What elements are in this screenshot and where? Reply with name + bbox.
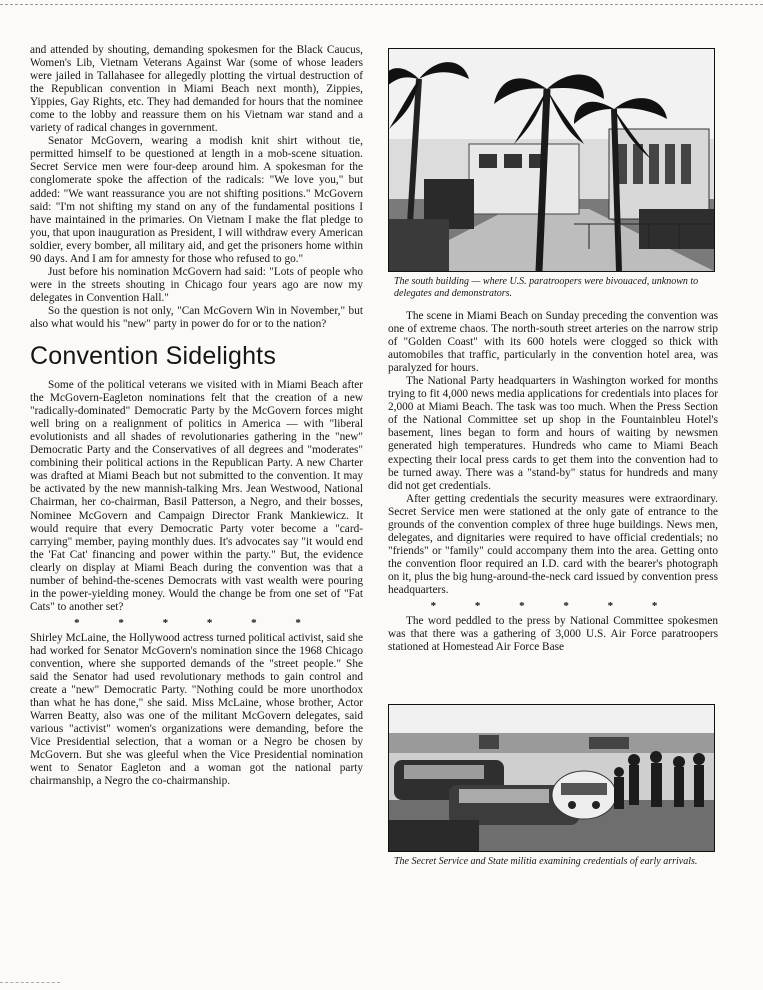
credentials-checkpoint-photo bbox=[388, 704, 715, 852]
paragraph: Some of the political veterans we visited with in Miami Beach after the McGovern-Eagleton nominations felt that the creation of a new "radically-dominated" Democratic Party by the McGovern forces might well bring on a realignment of politics in America — with "liberal evolutionists and all shades of revolutionaries gathering in the "new" Democratic Party and the Conservatives of all degrees and "moderates" combining their political actions in the Republican Party. A new Charter was drafted at Miami Beach but not submitted to the convention. It may be activated by the new mannish-talking Mrs. Jean Westwood, National Chairman, her co-chairman, Basil Patterson, a Negro, and their bosses, Nominee McGovern and Campaign Director Frank Mankiewicz. It would require that every Democratic Party voter become a "card-carrying" member, paying monthly dues. It's advocates say "it would end the 'Fat Cat' financing and power within the party." But, the evidence clearly on display at Miami Beach during the convention was that a number of behind-the-scenes Democrats with vast wealth were pouring in the power-yielding money. Would the change be from one set of "Fat Cats" to another set? bbox=[30, 379, 363, 613]
paragraph: The National Party headquarters in Washington worked for months trying to fit 4,000 news media applications for credentials into places for 2,000 at Miami Beach. The task was too much. When the Press Section of the National Committee set up shop in the Fountainbleu Hotel's basement, lines began to form and hours of waiting by newsmen generated high temperatures. Hundreds who came to Miami Beach expecting their local press cards to get them into the convention had to be turned away. There was a "stand-by" status for hundreds and many did not get credentials. bbox=[388, 375, 718, 492]
paragraph: Shirley McLaine, the Hollywood actress turned political activist, said she had worked for Senator McGovern's nomination since the 1968 Chicago convention, where she supported demands of the "street people." She said the Senator had used revolutionary methods to gain control and create a "new" Democratic Party. "Nothing could be more unorthodox than what he has done," she said. Miss McLaine, whose brother, Actor Warren Beatty, also was one of the militant McGovern delegates, said various "activist" women's organizations were demanding, before the Vice Presidential selection, that a woman or a Negro be chosen by McGovern. But she was gleeful when the Vice Presidential nomination went to Senator Eagleton and a woman got the national party chairmanship, a Negro the co-chairmanship. bbox=[30, 631, 363, 788]
paragraph: After getting credentials the security measures were extraordinary. Secret Service men were stationed at the only gate of entrance to the grounds of the convention complex of three huge buildings. News men, delegates, and dignitaries were required to have official credentials; no "friends" or "family" could accompany them into the area. Getting onto the convention floor required an I.D. card with the bearer's photograph on it, plus the big hung-around-the-neck card issued by convention press headquarters. bbox=[388, 492, 718, 596]
bottom-dashed-rule bbox=[0, 982, 60, 983]
paragraph: Senator McGovern, wearing a modish knit shirt without tie, permitted himself to be questioned at length in a mob-scene situation. Secret Service men were four-deep around him. A spokesman for the conglomerate spoke the affection of the radicals: "We love you," but added: "We want reassurance you are not shifting positions." McGovern said: "I'm not shifting my stand on any of the fundamental positions I have maintained in the primaries. On Vietnam I make the flat pledge to you, that upon inauguration as President, I will withdraw every American soldier, every bomber, all military aid, and get the prisoners home within 90 days. And I am for amnesty for those who refused to go." bbox=[30, 135, 363, 265]
south-building-photo bbox=[388, 48, 715, 272]
photo-caption: The south building — where U.S. paratroopers were bivouaced, unknown to delegates and demonstrators. bbox=[394, 276, 699, 299]
left-column bbox=[30, 44, 363, 788]
right-column bbox=[388, 48, 718, 878]
photo-caption: The Secret Service and State militia examining credentials of early arrivals. bbox=[394, 856, 698, 868]
paragraph: The scene in Miami Beach on Sunday preceding the convention was one of extreme chaos. The north-south street arteries on the narrow strip of "Golden Coast" with its 600 hotels were clogged so thick with automobiles that traffic, particularly in the convention hotel area, was paralyzed for hours. bbox=[388, 310, 718, 375]
paragraph: and attended by shouting, demanding spokesmen for the Black Caucus, Women's Lib, Vietnam Veterans Against War (some of whose leaders were jailed in Tallahasee for allegedly plotting the virtual destruction of the Republican convention in Miami Beach next month), Zippies, Yippies, Gay Rights, etc. They had demanded for hours that the nominee come to the lobby and reassure them on his Vietnam war stand and a variety of radical changes in government. bbox=[30, 44, 363, 135]
paragraph: So the question is not only, "Can McGovern Win in November," but also what would his "new" party in power do for or to the nation? bbox=[30, 304, 363, 330]
section-headline: Convention Sidelights bbox=[30, 342, 277, 371]
paragraph: Just before his nomination McGovern had said: "Lots of people who were in the streets shouting in Chicago four years ago are now my delegates in Convention Hall." bbox=[30, 265, 363, 304]
section-separator: * * * * * * bbox=[430, 600, 676, 613]
section-separator: * * * * * * bbox=[74, 616, 319, 629]
paragraph: The word peddled to the press by National Committee spokesmen was that there was a gathering of 3,000 U.S. Air Force paratroopers stationed at Homestead Air Force Base bbox=[388, 615, 718, 654]
top-dashed-rule bbox=[0, 4, 763, 5]
